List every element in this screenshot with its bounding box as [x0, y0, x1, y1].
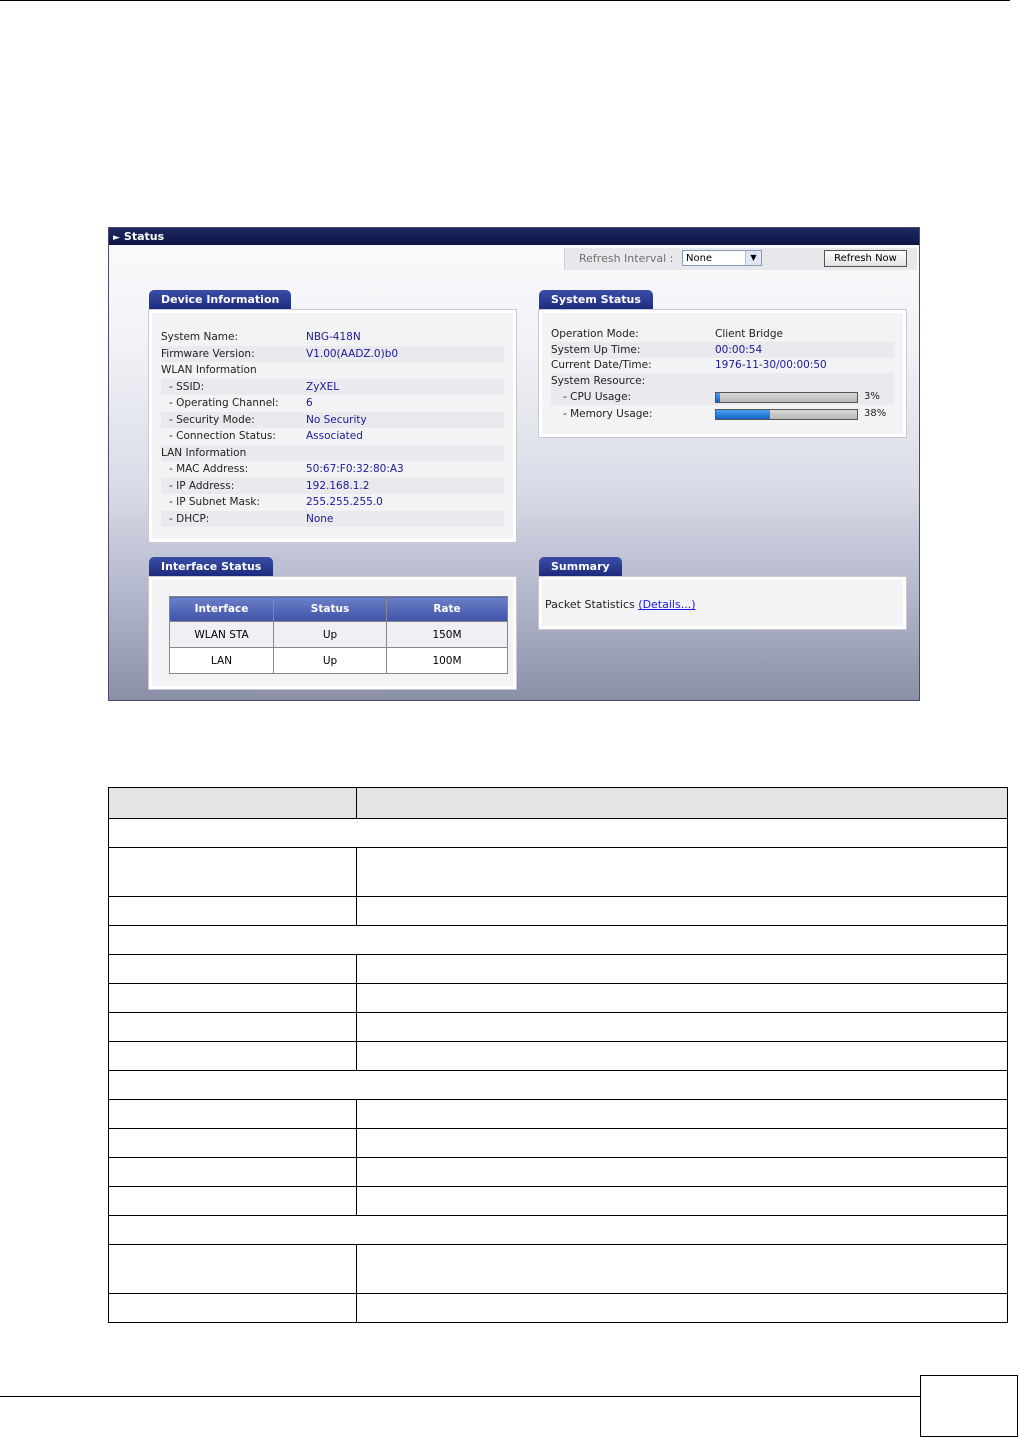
table-row: [170, 648, 508, 674]
header-cell: [109, 788, 357, 819]
table-cell: [109, 1158, 357, 1187]
system-status-label: System Resource:: [551, 374, 646, 387]
column-header: Rate: [387, 597, 508, 622]
chevron-down-icon[interactable]: ▼: [745, 251, 761, 265]
system-status-value: Client Bridge: [715, 328, 783, 340]
device-info-row: [161, 329, 504, 345]
table-cell: [109, 1129, 357, 1158]
section-cell: [109, 1216, 1008, 1245]
table-cell: [109, 984, 357, 1013]
memory-usage-row: [551, 406, 894, 422]
device-info-value: 50:67:F0:32:80:A3: [306, 463, 404, 475]
device-info-label: - IP Address:: [169, 479, 235, 492]
interface-status-panel: [149, 577, 516, 689]
table-cell: [109, 1013, 357, 1042]
status-screenshot: [108, 227, 920, 701]
interface-table-header: [170, 597, 508, 622]
details-link[interactable]: (Details...): [638, 598, 696, 611]
cpu-usage-row: [551, 389, 894, 405]
refresh-interval-select[interactable]: [682, 250, 762, 266]
table-cell: [357, 1187, 1008, 1216]
device-info-row: [161, 461, 504, 477]
window-titlebar: [109, 228, 919, 245]
device-info-row: [161, 494, 504, 510]
table-row: [109, 1129, 1008, 1158]
device-info-row: [161, 478, 504, 494]
table-cell: [357, 848, 1008, 897]
table-cell: [109, 1042, 357, 1071]
tab-interface-status: Interface Status: [149, 557, 273, 577]
description-table: [108, 787, 1008, 1323]
table-cell: [357, 984, 1008, 1013]
table-row: [109, 1158, 1008, 1187]
system-status-panel: [539, 310, 906, 437]
column-header: Interface: [170, 597, 274, 622]
table-cell: 150M: [387, 622, 508, 648]
cpu-usage-percent: 3%: [864, 391, 880, 402]
tab-device-information: Device Information: [149, 290, 291, 310]
table-cell: LAN: [170, 648, 274, 674]
header-cell: [357, 788, 1008, 819]
table-row: [109, 1187, 1008, 1216]
system-status-label: Operation Mode:: [551, 328, 639, 340]
device-info-label: - Security Mode:: [169, 413, 255, 426]
table-cell: [109, 1245, 357, 1294]
interface-table: [169, 596, 508, 674]
device-info-label: System Name:: [161, 331, 239, 343]
summary-panel: [539, 577, 906, 629]
tab-summary: Summary: [539, 557, 622, 577]
device-info-label: - DHCP:: [169, 512, 210, 525]
table-cell: [357, 897, 1008, 926]
table-cell: [357, 1129, 1008, 1158]
table-cell: [109, 1187, 357, 1216]
device-info-label: - IP Subnet Mask:: [169, 496, 261, 508]
system-status-value: 00:00:54: [715, 343, 763, 356]
window-title: Status: [123, 230, 165, 243]
system-status-label: System Up Time:: [551, 343, 641, 356]
device-info-value: NBG-418N: [306, 331, 361, 343]
cpu-usage-fill: [716, 393, 720, 402]
device-info-value: 192.168.1.2: [306, 479, 370, 492]
device-info-label: WLAN Information: [161, 364, 257, 376]
system-status-row: [551, 373, 894, 389]
table-row: [109, 1042, 1008, 1071]
section-cell: [109, 1071, 1008, 1100]
device-info-row: [161, 412, 504, 428]
device-info-value: No Security: [306, 413, 367, 426]
device-info-row: [161, 445, 504, 461]
table-row: [170, 622, 508, 648]
table-row: [109, 1245, 1008, 1294]
table-cell: [357, 1294, 1008, 1323]
table-row: [109, 1013, 1008, 1042]
table-row: [109, 1294, 1008, 1323]
packet-statistics-line: [545, 598, 696, 611]
device-info-row: [161, 379, 504, 395]
device-info-row: [161, 428, 504, 444]
table-cell: Up: [274, 648, 387, 674]
section-cell: [109, 819, 1008, 848]
memory-usage-label: - Memory Usage:: [563, 408, 653, 420]
device-info-value: 6: [306, 397, 313, 409]
device-info-value: Associated: [306, 430, 363, 442]
device-info-row: [161, 362, 504, 378]
table-header-row: [109, 788, 1008, 819]
table-row: [109, 984, 1008, 1013]
packet-statistics-label: Packet Statistics: [545, 598, 635, 611]
table-cell: [109, 1100, 357, 1129]
section-row: [109, 819, 1008, 848]
table-cell: [357, 1013, 1008, 1042]
system-status-row: [551, 326, 894, 342]
table-cell: [357, 1245, 1008, 1294]
device-info-label: - SSID:: [169, 380, 205, 393]
table-cell: Up: [274, 622, 387, 648]
footer-rule: [0, 1396, 920, 1397]
top-rule: [0, 0, 1010, 1]
system-status-row: [551, 342, 894, 358]
table-row: [109, 955, 1008, 984]
device-info-row: [161, 395, 504, 411]
section-row: [109, 1071, 1008, 1100]
device-info-label: Firmware Version:: [161, 347, 255, 360]
table-row: [109, 1100, 1008, 1129]
device-info-label: - MAC Address:: [169, 463, 249, 475]
refresh-interval-label: Refresh Interval :: [579, 252, 674, 265]
cpu-usage-label: - CPU Usage:: [563, 391, 632, 403]
refresh-toolbar: [564, 248, 917, 270]
refresh-now-button[interactable]: Refresh Now: [824, 250, 907, 267]
system-status-value: 1976-11-30/00:00:50: [715, 359, 827, 371]
section-cell: [109, 926, 1008, 955]
tab-system-status: System Status: [539, 290, 653, 310]
section-row: [109, 926, 1008, 955]
table-cell: [357, 1100, 1008, 1129]
page-number-box: [920, 1375, 1018, 1437]
table-cell: [109, 897, 357, 926]
memory-usage-percent: 38%: [864, 408, 887, 419]
device-info-row: [161, 511, 504, 527]
device-info-value: None: [306, 512, 334, 525]
table-cell: [357, 955, 1008, 984]
system-status-label: Current Date/Time:: [551, 359, 652, 371]
table-cell: 100M: [387, 648, 508, 674]
device-info-value: V1.00(AADZ.0)b0: [306, 347, 399, 360]
device-info-label: LAN Information: [161, 446, 247, 459]
device-info-value: 255.255.255.0: [306, 496, 383, 508]
table-cell: [109, 848, 357, 897]
device-info-row: [161, 346, 504, 362]
device-info-label: - Connection Status:: [169, 430, 276, 442]
device-info-value: ZyXEL: [306, 380, 340, 393]
table-row: [109, 848, 1008, 897]
column-header: Status: [274, 597, 387, 622]
refresh-interval-value: None: [686, 253, 713, 264]
chevron-right-icon: ►: [113, 233, 120, 243]
table-cell: [109, 1294, 357, 1323]
table-cell: [357, 1158, 1008, 1187]
table-cell: WLAN STA: [170, 622, 274, 648]
device-information-panel: [149, 310, 516, 542]
memory-usage-bar: [715, 409, 858, 420]
table-cell: [357, 1042, 1008, 1071]
system-status-row: [551, 357, 894, 373]
cpu-usage-bar: [715, 392, 858, 403]
section-row: [109, 1216, 1008, 1245]
table-row: [109, 897, 1008, 926]
table-cell: [109, 955, 357, 984]
memory-usage-fill: [716, 410, 770, 419]
device-info-label: - Operating Channel:: [169, 397, 279, 409]
